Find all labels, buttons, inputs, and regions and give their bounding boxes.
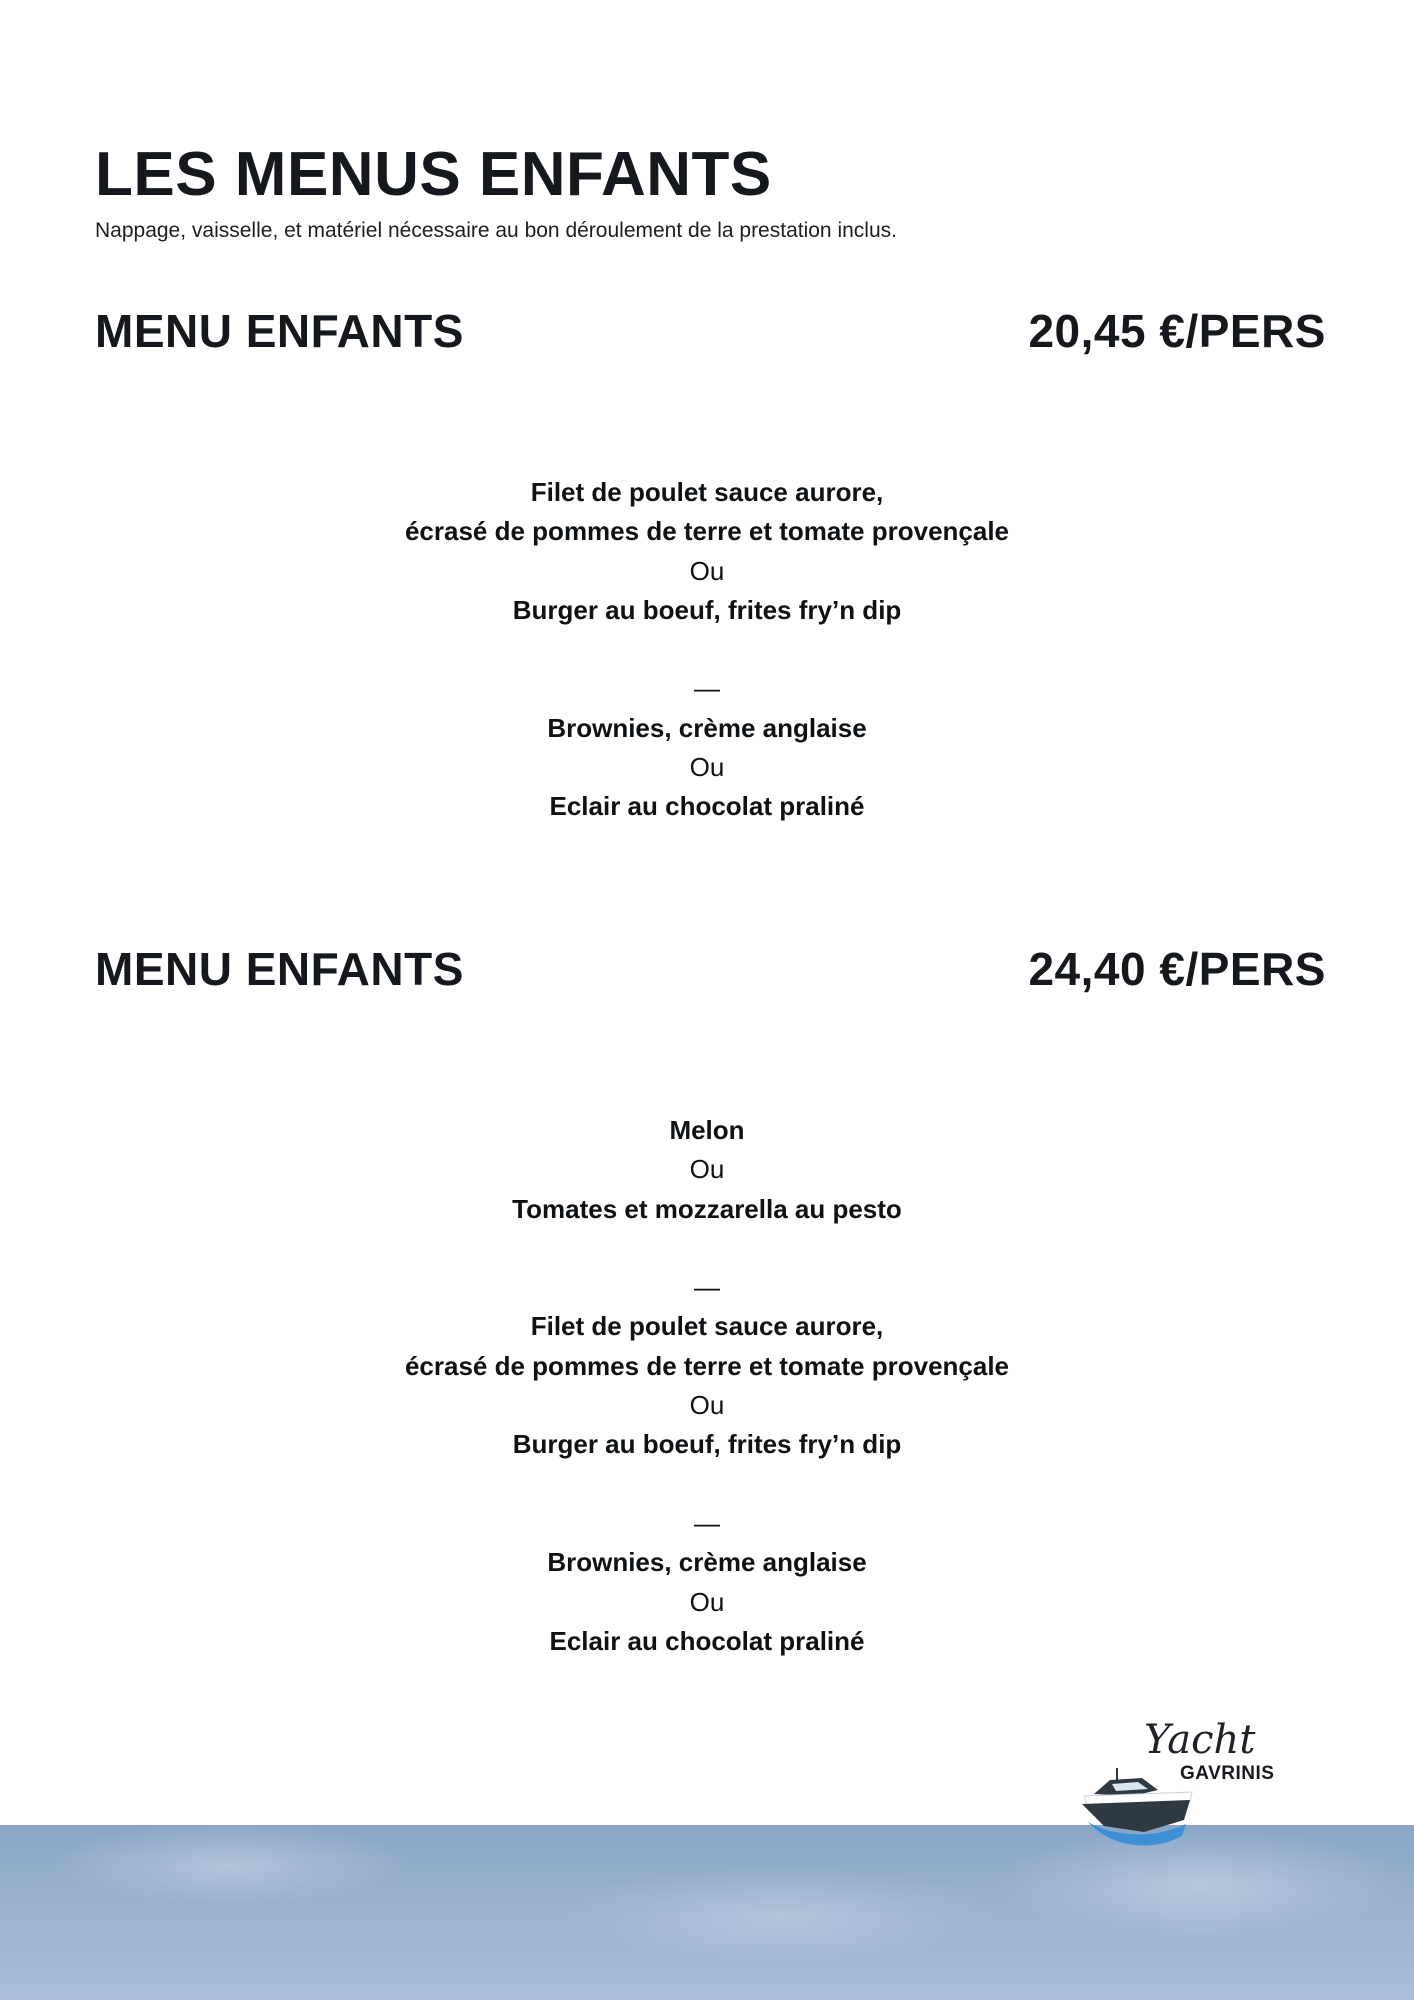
- dish: écrasé de pommes de terre et tomate provençale: [404, 516, 1010, 547]
- logo-script-text: Yacht: [1144, 1717, 1256, 1763]
- dish: Brownies, crème anglaise: [547, 1547, 867, 1578]
- course-separator: —: [694, 1507, 720, 1538]
- menu-body-2: [200, 1111, 1214, 1661]
- menu-name: MENU ENFANTS: [95, 943, 464, 995]
- menu-price: 24,40 €/PERS: [1028, 943, 1326, 995]
- or-label: Ou: [689, 1586, 725, 1617]
- dish: Tomates et mozzarella au pesto: [512, 1193, 902, 1224]
- dish: Eclair au chocolat praliné: [549, 1625, 865, 1656]
- spacer: [200, 1465, 1214, 1504]
- dish: Filet de poulet sauce aurore,: [530, 1311, 884, 1342]
- or-label: Ou: [689, 555, 725, 586]
- menu-header-2: [95, 941, 1326, 997]
- logo-wordmark: GAVRINIS: [1180, 1763, 1275, 1784]
- page-subtitle: Nappage, vaisselle, et matériel nécessaire au bon déroulement de la prestation inclus.: [95, 219, 897, 242]
- dish: Eclair au chocolat praliné: [549, 791, 865, 822]
- menu-header-1: [95, 303, 1326, 359]
- brand-logo: [1072, 1712, 1282, 1862]
- dish: écrasé de pommes de terre et tomate provençale: [404, 1350, 1010, 1381]
- course-separator: —: [694, 673, 720, 704]
- or-label: Ou: [689, 752, 725, 783]
- or-label: Ou: [689, 1390, 725, 1421]
- dish: Burger au boeuf, frites fry’n dip: [512, 1429, 902, 1460]
- menu-body-1: [200, 473, 1214, 827]
- course-separator: —: [694, 1272, 720, 1303]
- or-label: Ou: [689, 1154, 725, 1185]
- dish: Melon: [669, 1115, 745, 1145]
- menu-price: 20,45 €/PERS: [1028, 305, 1326, 357]
- dish: Brownies, crème anglaise: [547, 712, 867, 743]
- page-title: LES MENUS ENFANTS: [95, 140, 772, 209]
- spacer: [200, 630, 1214, 669]
- dish: Filet de poulet sauce aurore,: [530, 477, 884, 507]
- spacer: [200, 1229, 1214, 1268]
- dish: Burger au boeuf, frites fry’n dip: [512, 594, 902, 625]
- menu-name: MENU ENFANTS: [95, 305, 464, 357]
